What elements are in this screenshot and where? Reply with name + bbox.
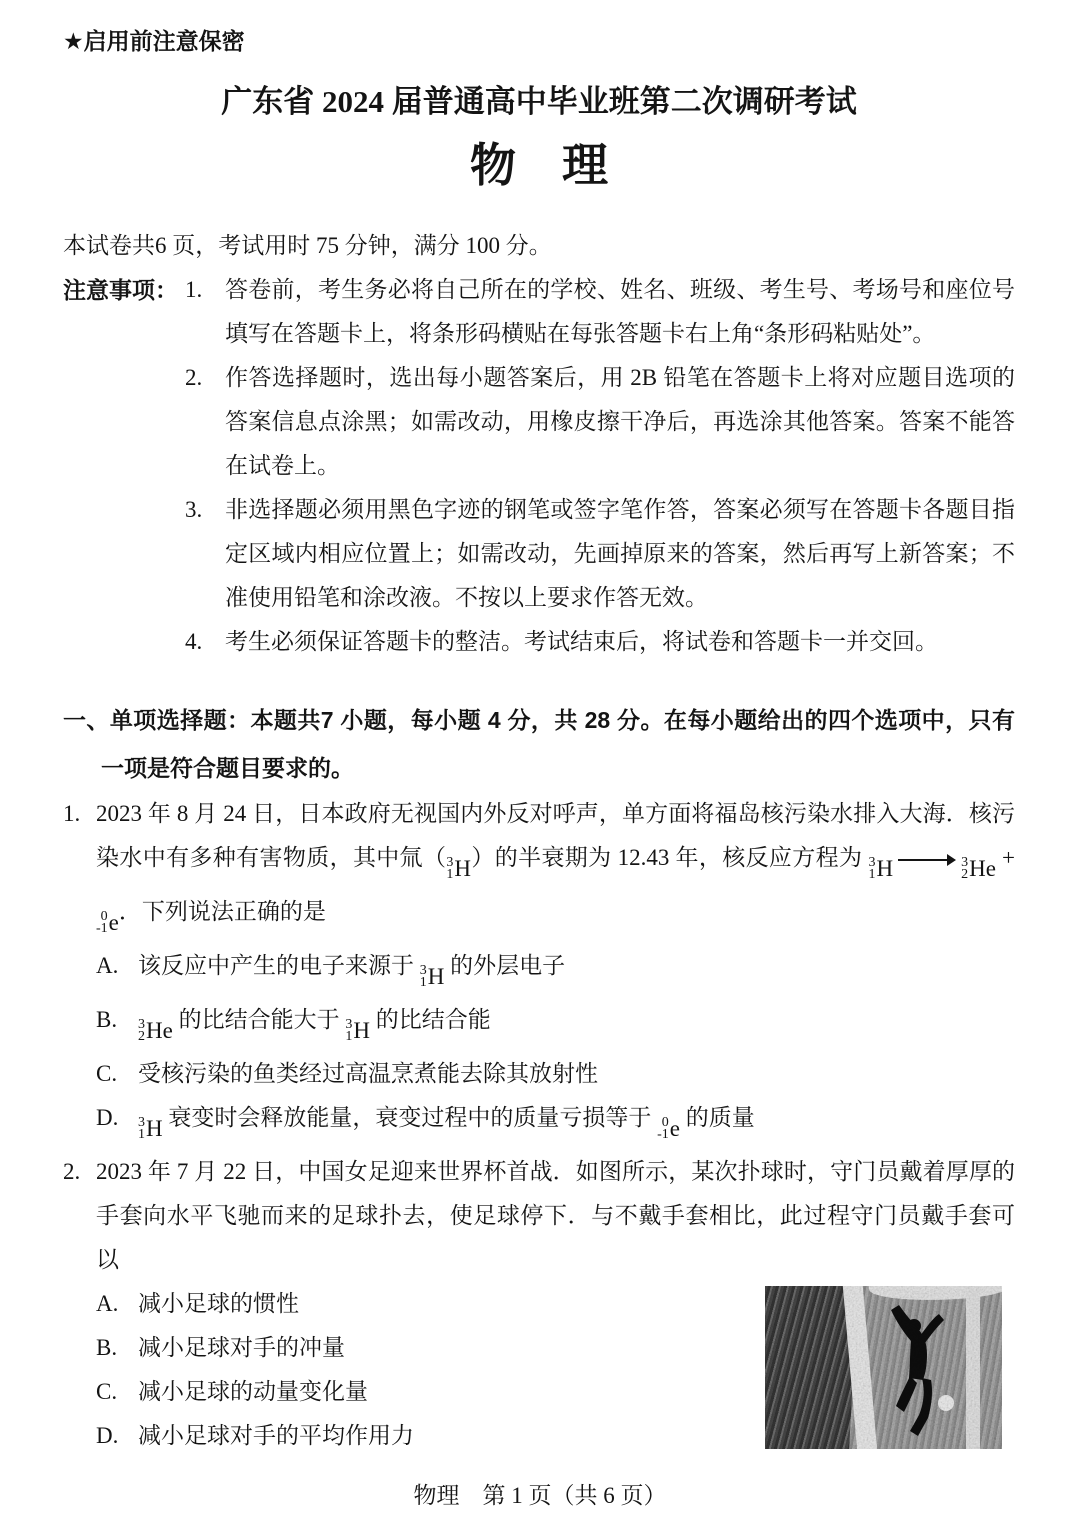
exam-title: 广东省 2024 届普通高中毕业班第二次调研考试 — [221, 84, 857, 119]
option-text: 减小足球对手的冲量 — [138, 1335, 345, 1360]
option-label: B. — [96, 1007, 118, 1032]
notice-number: 3. — [185, 497, 203, 522]
question-1 — [63, 792, 1015, 1150]
notice-number: 2. — [185, 365, 203, 390]
option-label: C. — [96, 1379, 118, 1404]
question-body — [96, 1150, 1015, 1458]
notice-number: 1. — [185, 277, 203, 302]
notices-label: 注意事项： — [63, 277, 178, 303]
option-label: A. — [96, 1291, 119, 1316]
option-label: D. — [96, 1423, 119, 1448]
option-d — [96, 1096, 1015, 1150]
option-b — [96, 1326, 755, 1370]
option-label: A. — [96, 953, 119, 978]
paper-info: 本试卷共6 页，考试用时 75 分钟，满分 100 分。 — [63, 233, 552, 258]
photo-grain-texture — [765, 1286, 1002, 1449]
option-a — [96, 944, 1015, 998]
question-2-options-row — [96, 1282, 1015, 1458]
notice-text: 答卷前，考生务必将自己所在的学校、姓名、班级、考生号、考场号和座位号填写在答题卡上，将条形码横贴在每张答题卡右上角“条形码粘贴处”。 — [225, 277, 1015, 346]
subject-title: 物 理 — [470, 140, 608, 191]
notices-section — [63, 268, 1015, 664]
notice-item — [185, 620, 1015, 664]
question-2 — [63, 1150, 1015, 1458]
option-b — [96, 998, 1015, 1052]
question-number: 1. — [63, 801, 81, 826]
notice-text: 非选择题必须用黑色字迹的钢笔或签字笔作答，答案必须写在答题卡各题目指定区域内相应位置上；如需改动，先画掉原来的答案，然后再写上新答案；不准使用铅笔和涂改液。不按以上要求作答无效。 — [225, 497, 1015, 610]
option-a — [96, 1282, 755, 1326]
question-1-stem: 2023 年 8 月 24 日，日本政府无视国内外反对呼声，单方面将福岛核污染水排入大海．核污染水中有多种有害物质，其中氚（ 3 1 H ）的半衰期为 12.43 年，核反应方程为 3 1 H 3 2 He + 0 -1 e ．下列说法正确的是 — [96, 801, 1016, 936]
section-1-header: 一、单项选择题：本题共7 小题，每小题 4 分，共 28 分。在每小题给出的四个选项中，只有一项是符合题目要求的。 — [63, 707, 1015, 781]
option-label: B. — [96, 1335, 118, 1360]
question-2-options — [96, 1282, 755, 1458]
option-text: 该反应中产生的电子来源于 3 1 H 的外层电子 — [138, 953, 566, 990]
notices-list — [185, 268, 1015, 664]
notice-item — [185, 356, 1015, 488]
option-text: 减小足球的动量变化量 — [138, 1379, 368, 1404]
option-text: 3 2 He 的比结合能大于 3 1 H 的比结合能 — [138, 1007, 491, 1044]
page-footer: 物理 第 1 页（共 6 页） — [413, 1483, 667, 1508]
option-text: 减小足球对手的平均作用力 — [138, 1423, 414, 1448]
secrecy-note: ★启用前注意保密 — [63, 28, 245, 54]
notice-item — [185, 488, 1015, 620]
notice-text: 考生必须保证答题卡的整洁。考试结束后，将试卷和答题卡一并交回。 — [225, 629, 938, 654]
question-number: 2. — [63, 1159, 81, 1184]
question-1-options — [96, 944, 1015, 1150]
notice-number: 4. — [185, 629, 203, 654]
option-label: C. — [96, 1061, 118, 1086]
option-text: 减小足球的惯性 — [138, 1291, 299, 1316]
option-d — [96, 1414, 755, 1458]
option-text: 受核污染的鱼类经过高温烹煮能去除其放射性 — [138, 1061, 598, 1086]
option-c — [96, 1370, 755, 1414]
option-label: D. — [96, 1105, 119, 1130]
notice-item — [185, 268, 1015, 356]
question-body — [96, 792, 1015, 1150]
option-text: 3 1 H 衰变时会释放能量，衰变过程中的质量亏损等于 0 -1 e 的质量 — [138, 1105, 755, 1142]
option-c — [96, 1052, 1015, 1096]
goalkeeper-photo — [765, 1286, 1002, 1449]
question-2-stem: 2023 年 7 月 22 日，中国女足迎来世界杯首战．如图所示，某次扑球时，守门员戴着厚厚的手套向水平飞驰而来的足球扑去，使足球停下．与不戴手套相比，此过程守门员戴手套可以 — [96, 1159, 1015, 1272]
notice-text: 作答选择题时，选出每小题答案后，用 2B 铅笔在答题卡上将对应题目选项的答案信息点涂黑；如需改动，用橡皮擦干净后，再选涂其他答案。答案不能答在试卷上。 — [225, 365, 1015, 478]
